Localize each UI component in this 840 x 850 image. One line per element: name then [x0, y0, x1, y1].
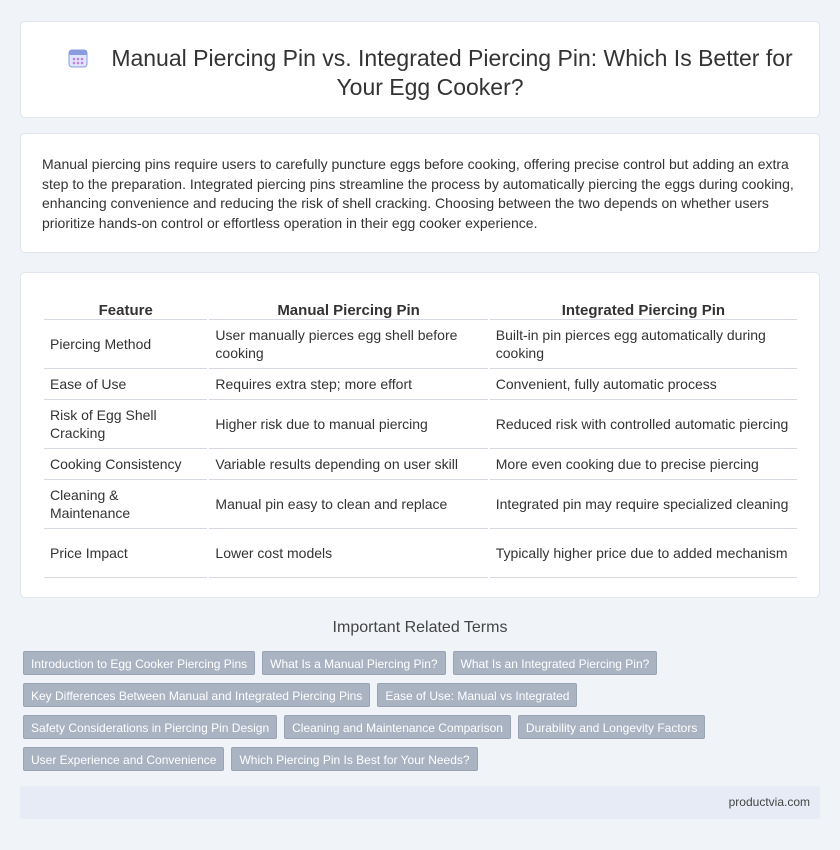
table-cell: Integrated pin may require specialized cleaning — [490, 480, 797, 529]
related-tag[interactable]: User Experience and Convenience — [23, 747, 224, 771]
related-tag[interactable]: What Is a Manual Piercing Pin? — [262, 651, 445, 675]
table-cell: Ease of Use — [44, 369, 207, 400]
header-feature: Feature — [44, 296, 207, 320]
table-cell: Price Impact — [44, 529, 207, 578]
table-row — [44, 449, 797, 480]
table-cell: User manually pierces egg shell before cooking — [209, 320, 487, 369]
table-row — [44, 369, 797, 400]
table-cell: Higher risk due to manual piercing — [209, 400, 487, 449]
table-cell: Requires extra step; more effort — [209, 369, 487, 400]
table-cell: Variable results depending on user skill — [209, 449, 487, 480]
table-cell: Built-in pin pierces egg automatically during cooking — [490, 320, 797, 369]
related-terms-list — [23, 651, 713, 771]
table-cell: More even cooking due to precise piercing — [490, 449, 797, 480]
related-tag[interactable]: Key Differences Between Manual and Integrated Piercing Pins — [23, 683, 370, 707]
page-title-text: Manual Piercing Pin vs. Integrated Piercing Pin: Which Is Better for Your Egg Cooker? — [111, 45, 793, 100]
table-cell: Cleaning & Maintenance — [44, 480, 207, 529]
table-row — [44, 400, 797, 449]
header-card — [20, 21, 820, 118]
footer-site[interactable]: productvia.com — [728, 795, 810, 809]
related-tag[interactable]: Safety Considerations in Piercing Pin Design — [23, 715, 277, 739]
header-manual: Manual Piercing Pin — [209, 296, 487, 320]
table-cell: Typically higher price due to added mechanism — [490, 529, 797, 578]
comparison-table — [42, 296, 799, 578]
table-row — [44, 529, 797, 578]
related-terms-title: Important Related Terms — [332, 619, 508, 636]
table-cell: Cooking Consistency — [44, 449, 207, 480]
table-row — [44, 480, 797, 529]
table-cell: Manual pin easy to clean and replace — [209, 480, 487, 529]
page-title — [61, 44, 799, 102]
related-tag[interactable]: Durability and Longevity Factors — [518, 715, 705, 739]
table-cell: Reduced risk with controlled automatic piercing — [490, 400, 797, 449]
footer — [20, 786, 820, 819]
related-tag[interactable]: What Is an Integrated Piercing Pin? — [453, 651, 658, 675]
table-cell: Lower cost models — [209, 529, 487, 578]
intro-paragraph: Manual piercing pins require users to carefully puncture eggs before cooking, offering precise control but adding an extra step to the preparation. Integrated piercing pins streamline the process by automatically piercing the eggs during cooking, enhancing convenience and reducing the risk of shell cracking. Choosing between the two depends on whether users prioritize hands-on control or effortless operation in their egg cooker experience. — [42, 156, 794, 231]
header-integrated: Integrated Piercing Pin — [490, 296, 797, 320]
related-tag[interactable]: Cleaning and Maintenance Comparison — [284, 715, 511, 739]
table-cell: Convenient, fully automatic process — [490, 369, 797, 400]
related-tag[interactable]: Ease of Use: Manual vs Integrated — [377, 683, 577, 707]
table-row — [44, 320, 797, 369]
intro-card — [20, 133, 820, 253]
comparison-card — [20, 272, 820, 598]
calendar-icon — [67, 47, 89, 69]
table-cell: Risk of Egg Shell Cracking — [44, 400, 207, 449]
table-cell: Piercing Method — [44, 320, 207, 369]
table-header-row — [44, 296, 797, 320]
title-wrap — [61, 44, 799, 102]
related-tag[interactable]: Introduction to Egg Cooker Piercing Pins — [23, 651, 255, 675]
related-tag[interactable]: Which Piercing Pin Is Best for Your Needs? — [231, 747, 477, 771]
